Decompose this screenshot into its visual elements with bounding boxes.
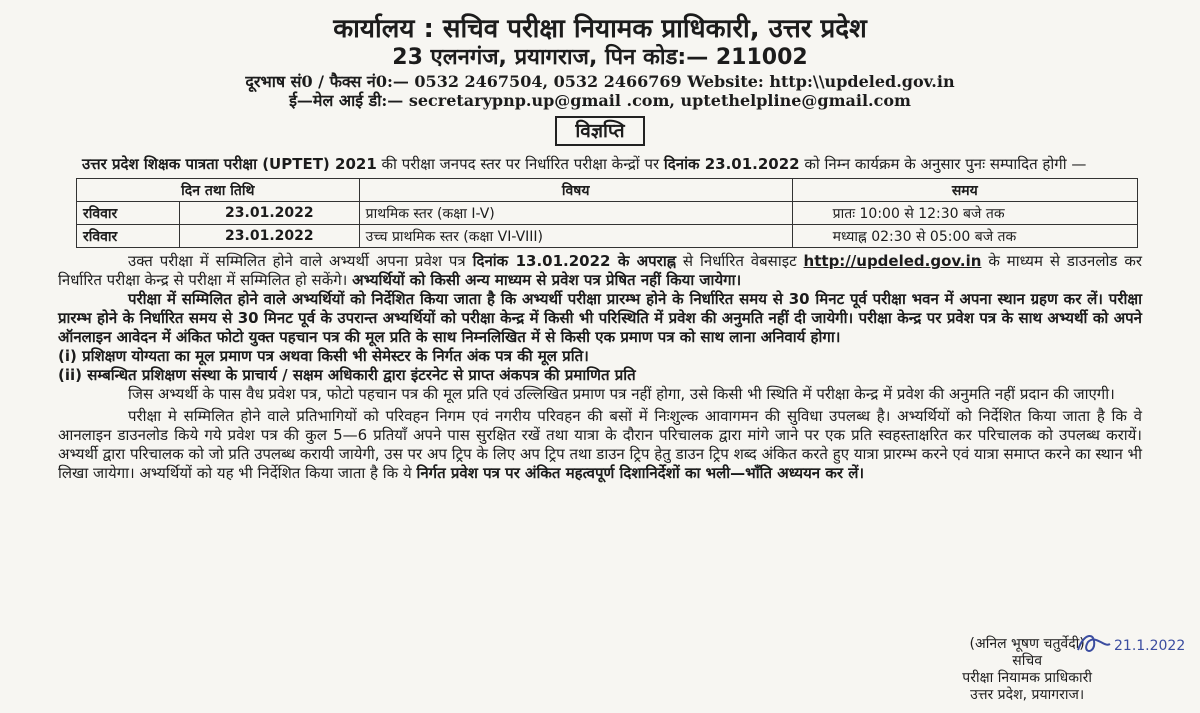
row-date: 23.01.2022	[180, 202, 360, 225]
contact-phone-website: दूरभाष सं0 / फैक्स नं0:— 0532 2467504, 0532 2466769 Website: http:\\updeled.gov.in	[245, 72, 955, 91]
exam-date: दिनांक 23.01.2022	[663, 155, 800, 173]
admit-card-date: दिनांक 13.01.2022 के अपराह्न	[472, 252, 677, 270]
reporting-instructions: परीक्षा में सम्मिलित होने वाले अभ्यर्थियों को निर्देशित किया जाता है कि अभ्यर्थी परीक्षा प्रारम्भ होने के निर्धारित समय से 30 मिनट पूर्व परीक्षा भवन में अपना स्थान ग्रहण कर लें। परीक्षा प्रारम्भ होने के निर्धारित समय से 30 मिनट पूर्व के उपरान्त अभ्यर्थियों को परीक्षा केन्द्र में किसी भी परिस्थिति में प्रवेश की अनुमति नहीं दी जायेगी। परीक्षा केन्द्र पर प्रवेश पत्र के साथ अभ्यर्थी को अपने ऑनलाइन आवेदन में अंकित फोटो युक्त पहचान पत्र की मूल प्रति के साथ निम्नलिखित में से किसी एक प्रमाण पत्र को साथ लाना अनिवार्य होगा।	[58, 290, 1142, 346]
document-list-item: (ii) सम्बन्धित प्रशिक्षण संस्था के प्राचार्य / सक्षम अधिकारी द्वारा इंटरनेट से प्राप्त अंकपत्र की प्रमाणित प्रति	[58, 366, 636, 384]
row-subject: उच्च प्राथमिक स्तर (कक्षा VI-VIII)	[359, 225, 792, 248]
row-date: 23.01.2022	[180, 225, 360, 248]
table-row	[77, 202, 1138, 225]
header-day-date: दिन तथा तिथि	[77, 179, 360, 202]
website-link[interactable]: http://updeled.gov.in	[803, 252, 982, 270]
entry-denial-paragraph: जिस अभ्यर्थी के पास वैध प्रवेश पत्र, फोटो पहचान पत्र की मूल प्रति एवं उल्लिखित प्रमाण पत्र नहीं होगा, उसे किसी भी स्थिति में परीक्षा केन्द्र में प्रवेश की अनुमति नहीं प्रदान की जाएगी।	[128, 385, 1115, 403]
intro-paragraph	[58, 154, 1142, 174]
para1-text-f: अभ्यर्थियों को किसी अन्य माध्यम से प्रवेश पत्र प्रेषित नहीं किया जायेगा।	[352, 271, 742, 289]
document-list-item: (i) प्रशिक्षण योग्यता का मूल प्रमाण पत्र अथवा किसी भी सेमेस्टर के निर्गत अंक पत्र की मूल प्रति।	[58, 347, 589, 365]
intro-text-2: को निम्न कार्यक्रम के अनुसार पुनः सम्पादित होगी —	[799, 155, 1087, 173]
signatory-office: परीक्षा नियामक प्राधिकारी	[962, 670, 1092, 686]
table-header-row	[77, 179, 1138, 202]
signature-block	[962, 636, 1186, 704]
para1-text-a: उक्त परीक्षा में सम्मिलित होने वाले अभ्यर्थी अपना प्रवेश पत्र	[128, 252, 473, 270]
notice-page	[0, 14, 1200, 713]
transport-paragraph	[58, 407, 1142, 483]
intro-text-1: की परीक्षा जनपद स्तर पर निर्धारित परीक्षा केन्द्रों पर	[376, 155, 664, 173]
contact-email: ई—मेल आई डी:— secretarypnp.up@gmail .com, uptethelpline@gmail.com	[289, 91, 911, 110]
para1-text-c: से निर्धारित वेबसाइट	[676, 252, 804, 270]
notice-title: विज्ञप्ति	[555, 116, 644, 146]
guidelines-text: निर्गत प्रवेश पत्र पर अंकित महत्वपूर्ण दिशानिर्देशों का भली—भाँति अध्ययन कर लें।	[416, 464, 865, 482]
header-subject: विषय	[359, 179, 792, 202]
row-subject: प्राथमिक स्तर (कक्षा I-V)	[359, 202, 792, 225]
signatory-designation: सचिव	[1012, 653, 1043, 669]
office-address: 23 एलनगंज, प्रयागराज, पिन कोड:— 211002	[392, 45, 808, 70]
table-row	[77, 225, 1138, 248]
signature-scribble-icon	[1074, 628, 1194, 658]
letterhead	[58, 14, 1142, 146]
schedule-table	[76, 178, 1138, 248]
signatory-name: (अनिल भूषण चतुर्वेदी)	[969, 636, 1085, 652]
exam-name: उत्तर प्रदेश शिक्षक पात्रता परीक्षा (UPTET) 2021	[82, 155, 377, 173]
row-day: रविवार	[77, 225, 180, 248]
signatory-place: उत्तर प्रदेश, प्रयागराज।	[970, 687, 1085, 703]
row-time: मध्याह्न 02:30 से 05:00 बजे तक	[792, 225, 1137, 248]
row-day: रविवार	[77, 202, 180, 225]
header-time: समय	[792, 179, 1137, 202]
para1-text-e: के माध्यम से डाउनलोड कर निर्धारित परीक्षा केन्द्र से परीक्षा में सम्मिलित हो सकेंगे।	[58, 252, 1142, 289]
office-title: कार्यालय : सचिव परीक्षा नियामक प्राधिकारी, उत्तर प्रदेश	[333, 14, 867, 44]
transport-text: परीक्षा मे सम्मिलित होने वाले प्रतिभागियों को परिवहन निगम एवं नगरीय परिवहन की बसों में निःशुल्क आवागमन की सुविधा उपलब्ध है। अभ्यर्थियों को निर्देशित किया जाता है कि वे आनलाइन डाउनलोड किये गये प्रवेश पत्र की कुल 5—6 प्रतियाँ अपने पास सुरक्षित रखें तथा यात्रा के दौरान परिचालक द्वारा मांगे जाने पर एक प्रति स्वहस्ताक्षरित कर परिचालक को उपलब्ध करायें। अभ्यर्थी द्वारा परिचालक को जो प्रति उपलब्ध करायी जायेगी, उस पर अप ट्रिप के लिए अप ट्रिप तथा डाउन ट्रिप हेतु डाउन ट्रिप शब्द अंकित करते हुए यात्रा प्रारम्भ करने एवं यात्रा समाप्त करने का स्थान भी लिखा जायेगा। अभ्यर्थियों को यह भी निर्देशित किया जाता है कि ये	[58, 407, 1142, 482]
admit-card-paragraph	[58, 252, 1142, 290]
signature-date: 21.1.2022	[1114, 638, 1186, 654]
row-time: प्रातः 10:00 से 12:30 बजे तक	[792, 202, 1137, 225]
